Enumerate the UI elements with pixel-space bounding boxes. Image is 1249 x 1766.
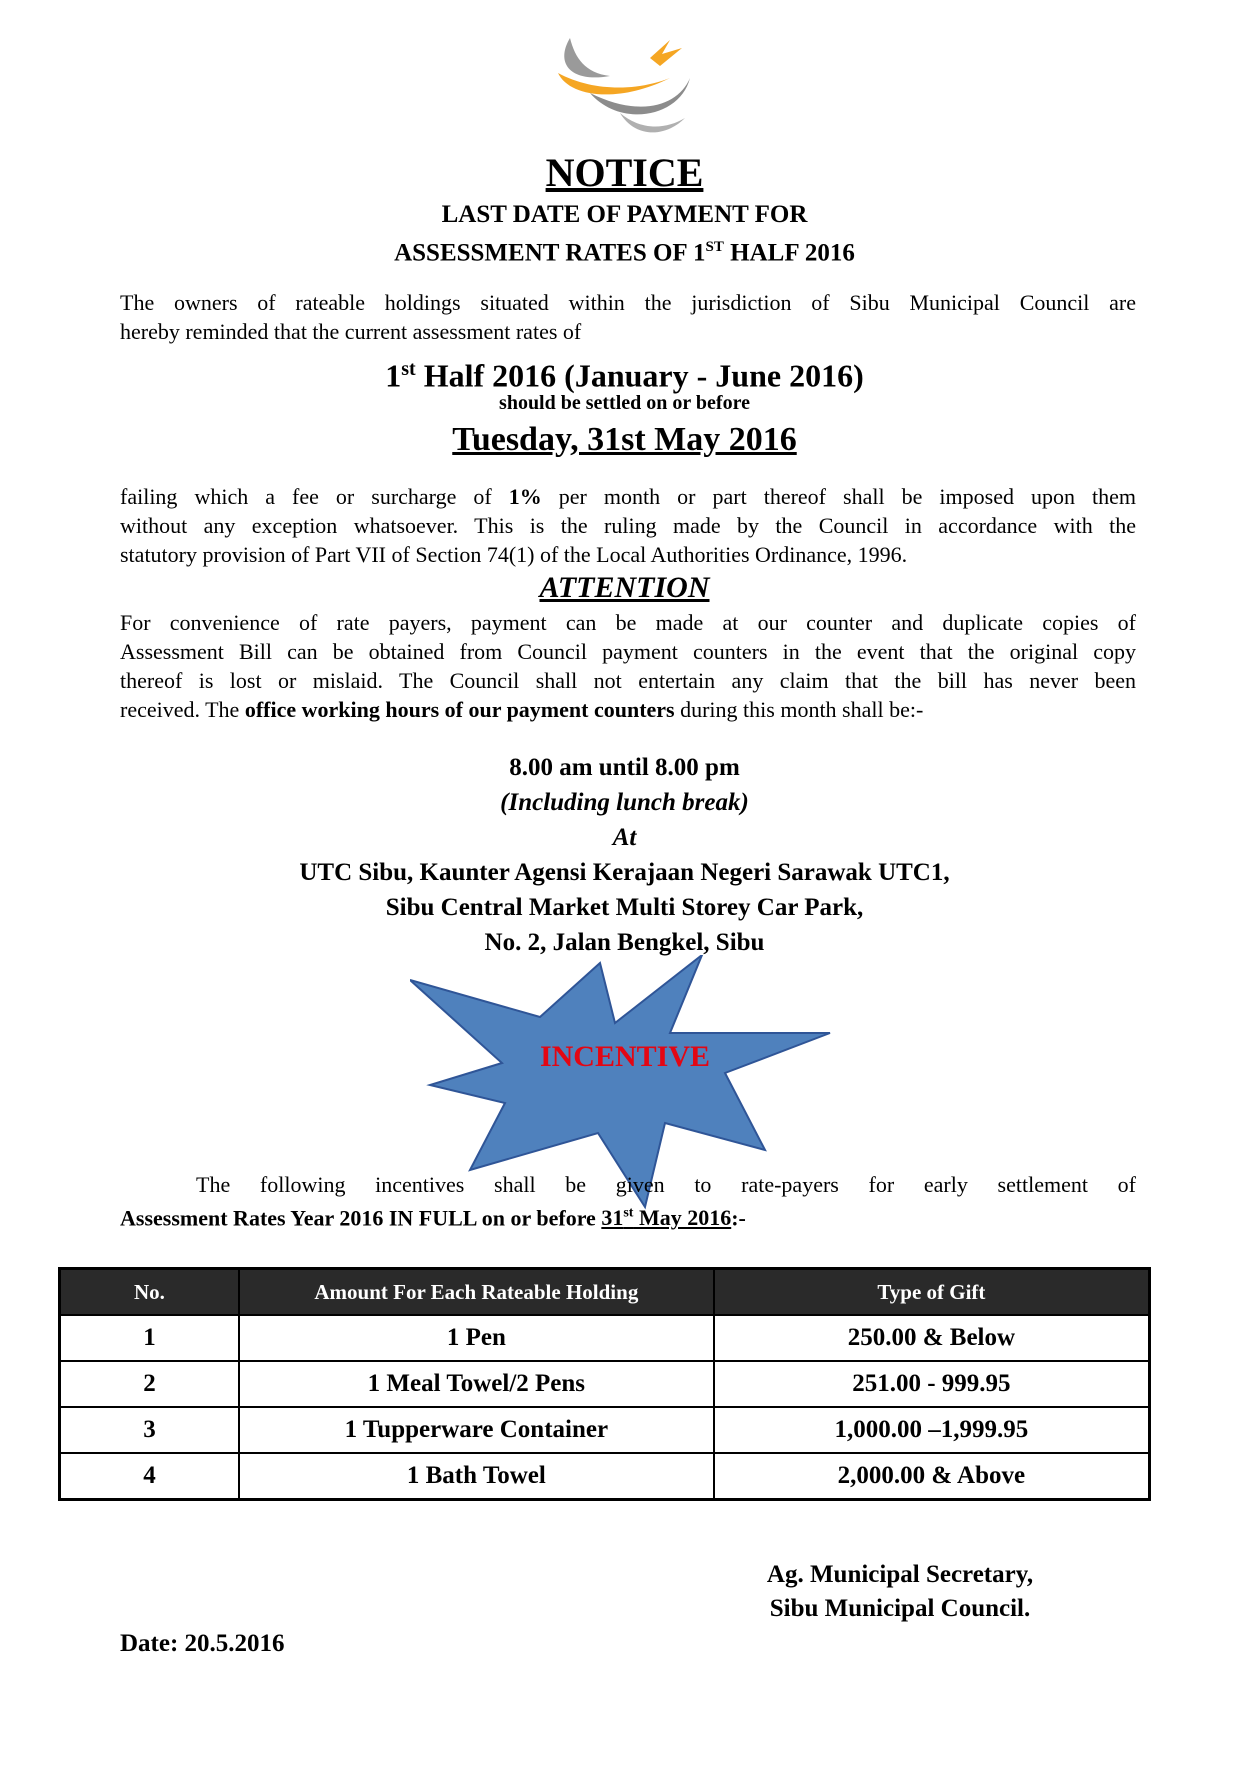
- address-line-3: No. 2, Jalan Bengkel, Sibu: [484, 929, 765, 956]
- row-gift: 1 Pen: [239, 1315, 714, 1361]
- address-line-2: Sibu Central Market Multi Storey Car Park,: [385, 894, 864, 921]
- row-amount: 1,000.00 –1,999.95: [714, 1407, 1150, 1453]
- settle-text: should be settled on or before: [499, 392, 750, 414]
- row-amount: 2,000.00 & Above: [714, 1453, 1150, 1500]
- hours-time: 8.00 am until 8.00 pm: [509, 754, 740, 781]
- row-no: 2: [60, 1361, 239, 1407]
- row-no: 3: [60, 1407, 239, 1453]
- address-line-1: UTC Sibu, Kaunter Agensi Kerajaan Negeri Sarawak UTC1,: [299, 859, 950, 886]
- notice-title: NOTICE: [545, 150, 704, 195]
- subtitle-line-2: ASSESSMENT RATES OF 1ST HALF 2016: [394, 239, 855, 267]
- deadline-date: Tuesday, 31st May 2016: [452, 421, 797, 458]
- row-no: 1: [60, 1315, 239, 1361]
- row-gift: 1 Bath Towel: [239, 1453, 714, 1500]
- intro-paragraph: The owners of rateable holdings situated within the jurisdiction of Sibu Municipal Council are hereby reminded that the current assessment rates of: [120, 290, 1136, 344]
- subtitle-line-1: LAST DATE OF PAYMENT FOR: [441, 201, 808, 228]
- hours-block: [0, 750, 1249, 960]
- hours-at: At: [612, 824, 637, 851]
- attention-heading: ATTENTION: [539, 571, 710, 604]
- table-row: [60, 1407, 1150, 1453]
- table-row: [60, 1361, 1150, 1407]
- incentive-table: [58, 1267, 1151, 1501]
- notice-date: Date: 20.5.2016: [120, 1630, 285, 1657]
- signature-title: Ag. Municipal Secretary,: [766, 1561, 1034, 1588]
- header-gift-type: Type of Gift: [714, 1269, 1150, 1316]
- incentive-paragraph: The following incentives shall be given to rate-payers for early settlement of Assessment Rates Year 2016 IN FULL on or before 31st May 2016:-: [120, 1172, 1136, 1231]
- signature-org: Sibu Municipal Council.: [769, 1595, 1031, 1622]
- table-header-row: [60, 1269, 1150, 1316]
- row-gift: 1 Meal Towel/2 Pens: [239, 1361, 714, 1407]
- row-no: 4: [60, 1453, 239, 1500]
- header-amount: Amount For Each Rateable Holding: [239, 1269, 714, 1316]
- attention-paragraph: For convenience of rate payers, payment can be made at our counter and duplicate copies of Assessment Bill can be obtained from Council payment counters in the event that the original copy thereof is lost or mislaid. The Council shall not entertain any claim that the bill has never been received. The office working hours of our payment counters during this month shall be:-: [120, 610, 1136, 722]
- surcharge-paragraph: failing which a fee or surcharge of 1% per month or part thereof shall be imposed upon them without any exception whatsoever. This is the ruling made by the Council in accordance with the statutory provision of Part VII of Section 74(1) of the Local Authorities Ordinance, 1996.: [120, 484, 1136, 567]
- header-no: No.: [60, 1269, 239, 1316]
- row-amount: 251.00 - 999.95: [714, 1361, 1150, 1407]
- table-row: [60, 1453, 1150, 1500]
- period-heading: 1st Half 2016 (January - June 2016): [385, 357, 864, 394]
- table-row: [60, 1315, 1150, 1361]
- signature-block: [700, 1558, 1100, 1626]
- row-gift: 1 Tupperware Container: [239, 1407, 714, 1453]
- council-logo-icon: [550, 18, 700, 148]
- hours-lunch: (Including lunch break): [500, 789, 749, 816]
- incentive-label: INCENTIVE: [539, 1040, 711, 1073]
- row-amount: 250.00 & Below: [714, 1315, 1150, 1361]
